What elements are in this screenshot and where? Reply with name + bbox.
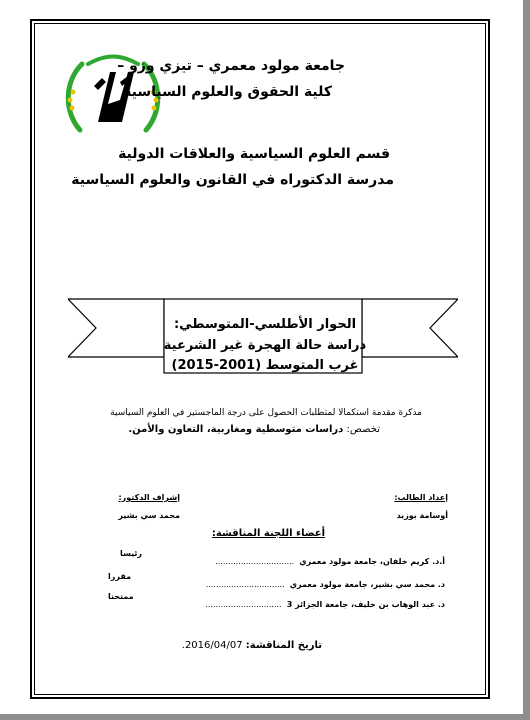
member-dots: ...............................	[215, 557, 295, 566]
department-name: قسم العلوم السياسية والعلاقات الدولية	[118, 146, 390, 162]
thesis-title-line3: غرب المتوسط (2001-2015)	[171, 358, 359, 373]
date-value: 2016/04/07.	[181, 640, 243, 651]
committee-member	[205, 592, 445, 611]
committee-member	[206, 572, 445, 591]
member-role: ممتحنا	[108, 592, 134, 601]
committee-member	[215, 549, 445, 568]
page-shadow-bottom	[0, 714, 530, 720]
thesis-title-line1: الحوار الأطلسي-المتوسطي:	[173, 317, 357, 332]
specialty-label: تخصص:	[346, 424, 380, 435]
supervisor-name: محمد سي بشير	[118, 511, 180, 520]
supervisor-label: إشراف الدكتور:	[118, 493, 180, 502]
faculty-name: كلية الحقوق والعلوم السياسية	[123, 84, 332, 100]
memo-description: مذكرة مقدمة استكمالا لمتطلبات الحصول على درجة الماجستير في العلوم السياسية	[110, 408, 422, 418]
specialty-value: دراسات متوسطية ومغاربية، التعاون والأمن.	[128, 424, 344, 435]
member-dots: ..............................	[205, 600, 282, 609]
student-label: إعداد الطالب:	[394, 493, 448, 502]
member-name: د. محمد سي بشير، جامعة مولود معمري	[289, 580, 445, 589]
university-name: جامعة مولود معمري – تيزي وزو –	[117, 58, 345, 74]
date-label: تاريخ المناقشة:	[245, 640, 322, 651]
thesis-title-line2: دراسة حالة الهجرة غير الشرعية	[163, 338, 367, 353]
member-name: أ.د. كريم خلفان، جامعة مولود معمري	[299, 557, 445, 566]
committee-title: أعضاء اللجنة المناقشة:	[211, 528, 325, 539]
member-dots: ...............................	[205, 580, 285, 589]
discussion-date	[182, 640, 322, 651]
doctoral-school-name: مدرسة الدكتوراه في القانون والعلوم السياسية	[71, 172, 394, 188]
member-role: مقررا	[108, 572, 132, 581]
memo-specialty	[128, 424, 380, 435]
student-name: أوسامة بوزيد	[396, 511, 448, 520]
member-role: رئيسا	[120, 549, 143, 558]
member-name: د. عبد الوهاب بن خليف، جامعة الجزائر 3	[286, 600, 445, 609]
